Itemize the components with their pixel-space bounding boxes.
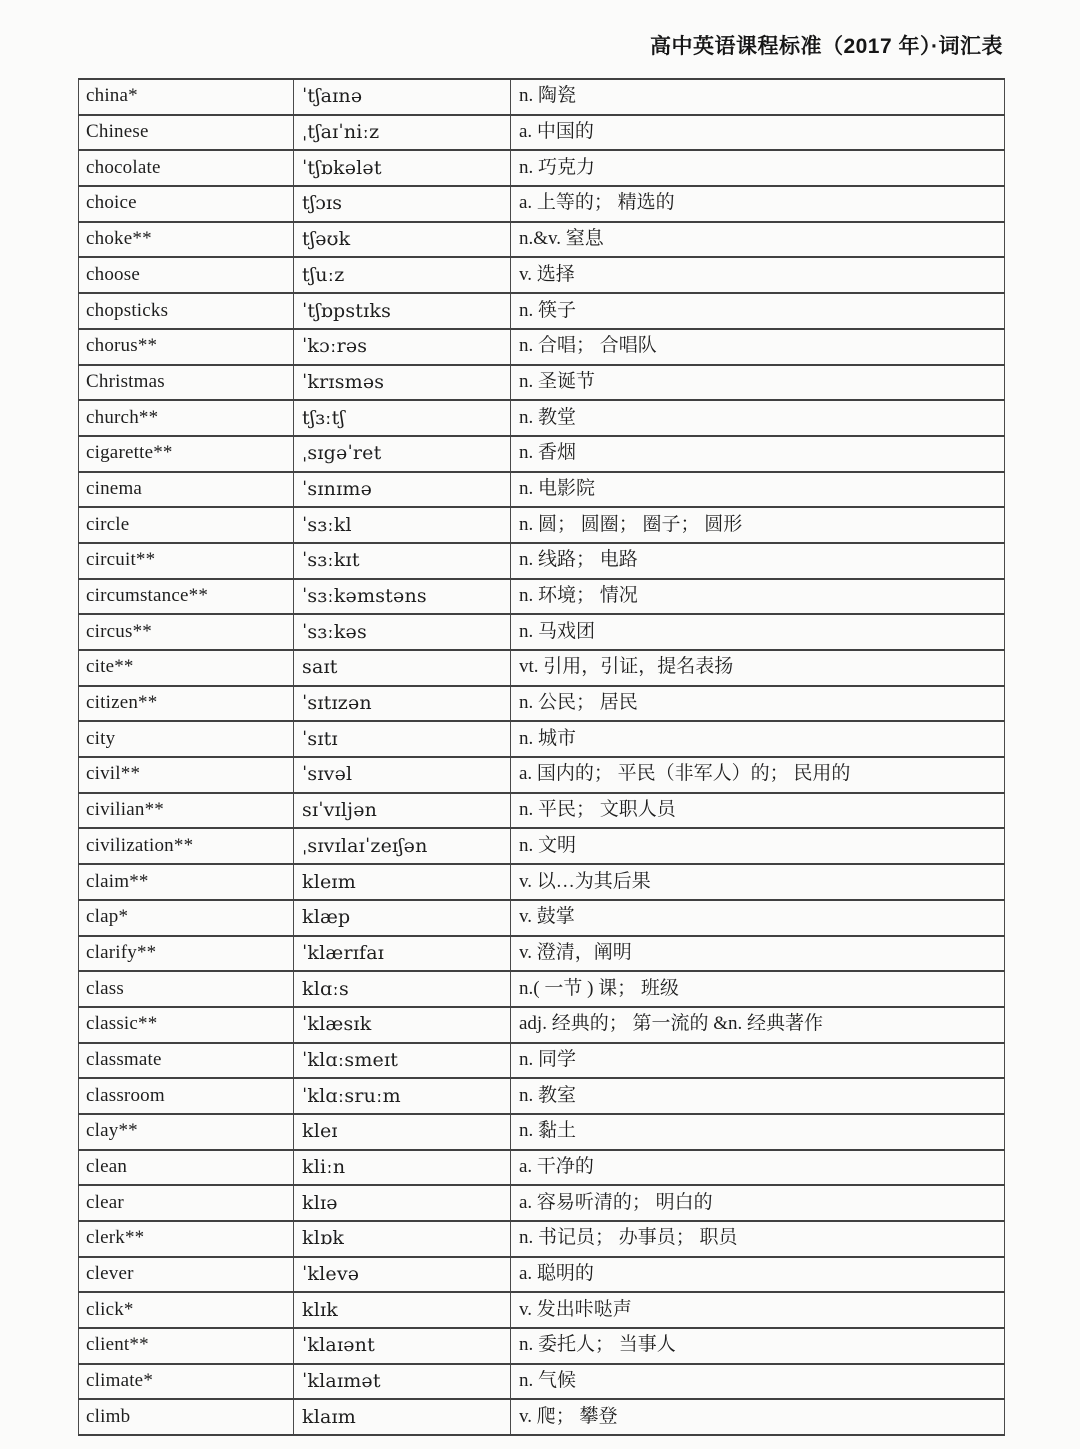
- meaning-cell: v. 爬； 攀登: [511, 1399, 1005, 1435]
- table-row: [79, 757, 1005, 793]
- word-cell: clerk**: [79, 1221, 294, 1257]
- phonetic-cell: ˈtʃaɪnə: [294, 79, 511, 115]
- table-row: [79, 1007, 1005, 1043]
- meaning-cell: n. 陶瓷: [511, 79, 1005, 115]
- word-cell: circumstance**: [79, 579, 294, 615]
- word-cell: clap*: [79, 900, 294, 936]
- word-cell: citizen**: [79, 686, 294, 722]
- phonetic-cell: ˌsɪgəˈret: [294, 436, 511, 472]
- meaning-cell: n. 公民； 居民: [511, 686, 1005, 722]
- word-cell: choice: [79, 186, 294, 222]
- meaning-cell: n. 合唱； 合唱队: [511, 329, 1005, 365]
- phonetic-cell: ˈsɪtɪzən: [294, 686, 511, 722]
- table-row: [79, 365, 1005, 401]
- phonetic-cell: sɪˈvɪljən: [294, 793, 511, 829]
- word-cell: choke**: [79, 222, 294, 258]
- phonetic-cell: ˈtʃɒpstɪks: [294, 293, 511, 329]
- word-cell: circuit**: [79, 543, 294, 579]
- table-row: [79, 115, 1005, 151]
- meaning-cell: n. 书记员； 办事员； 职员: [511, 1221, 1005, 1257]
- word-cell: Chinese: [79, 115, 294, 151]
- table-row: [79, 1114, 1005, 1150]
- word-cell: chopsticks: [79, 293, 294, 329]
- phonetic-cell: ˈklɑːsruːm: [294, 1078, 511, 1114]
- meaning-cell: v. 选择: [511, 257, 1005, 293]
- word-cell: cite**: [79, 650, 294, 686]
- word-cell: circus**: [79, 614, 294, 650]
- word-cell: civilization**: [79, 828, 294, 864]
- word-cell: class: [79, 971, 294, 1007]
- table-row: [79, 686, 1005, 722]
- vocabulary-table: [78, 78, 1005, 1436]
- meaning-cell: n. 平民； 文职人员: [511, 793, 1005, 829]
- table-row: [79, 793, 1005, 829]
- table-row: [79, 1257, 1005, 1293]
- table-row: [79, 1043, 1005, 1079]
- phonetic-cell: ˈsɪtɪ: [294, 721, 511, 757]
- meaning-cell: a. 聪明的: [511, 1257, 1005, 1293]
- table-row: [79, 1399, 1005, 1435]
- word-cell: civilian**: [79, 793, 294, 829]
- table-row: [79, 186, 1005, 222]
- word-cell: classic**: [79, 1007, 294, 1043]
- meaning-cell: n. 委托人； 当事人: [511, 1328, 1005, 1364]
- word-cell: clear: [79, 1185, 294, 1221]
- meaning-cell: n. 筷子: [511, 293, 1005, 329]
- phonetic-cell: ˈkrɪsməs: [294, 365, 511, 401]
- meaning-cell: n. 线路； 电路: [511, 543, 1005, 579]
- word-cell: client**: [79, 1328, 294, 1364]
- phonetic-cell: kliːn: [294, 1150, 511, 1186]
- vocab-table-body: [79, 79, 1005, 1435]
- table-row: [79, 543, 1005, 579]
- meaning-cell: a. 中国的: [511, 115, 1005, 151]
- phonetic-cell: ˈsɜːkl: [294, 507, 511, 543]
- meaning-cell: v. 澄清，阐明: [511, 936, 1005, 972]
- phonetic-cell: klɑːs: [294, 971, 511, 1007]
- meaning-cell: v. 以…为其后果: [511, 864, 1005, 900]
- table-row: [79, 650, 1005, 686]
- table-row: [79, 507, 1005, 543]
- phonetic-cell: ˈtʃɒkələt: [294, 150, 511, 186]
- table-row: [79, 936, 1005, 972]
- table-row: [79, 79, 1005, 115]
- phonetic-cell: tʃɜːtʃ: [294, 400, 511, 436]
- phonetic-cell: klɒk: [294, 1221, 511, 1257]
- table-row: [79, 1292, 1005, 1328]
- meaning-cell: a. 上等的； 精选的: [511, 186, 1005, 222]
- phonetic-cell: saɪt: [294, 650, 511, 686]
- phonetic-cell: ˈklevə: [294, 1257, 511, 1293]
- phonetic-cell: ˈsɜːkəmstəns: [294, 579, 511, 615]
- word-cell: clean: [79, 1150, 294, 1186]
- table-row: [79, 614, 1005, 650]
- meaning-cell: n. 同学: [511, 1043, 1005, 1079]
- meaning-cell: n. 文明: [511, 828, 1005, 864]
- word-cell: clarify**: [79, 936, 294, 972]
- table-row: [79, 828, 1005, 864]
- table-row: [79, 721, 1005, 757]
- word-cell: chorus**: [79, 329, 294, 365]
- phonetic-cell: ˈkɔːrəs: [294, 329, 511, 365]
- phonetic-cell: tʃɔɪs: [294, 186, 511, 222]
- word-cell: chocolate: [79, 150, 294, 186]
- table-row: [79, 1364, 1005, 1400]
- word-cell: claim**: [79, 864, 294, 900]
- word-cell: classmate: [79, 1043, 294, 1079]
- phonetic-cell: ˈsɪvəl: [294, 757, 511, 793]
- phonetic-cell: ˌtʃaɪˈniːz: [294, 115, 511, 151]
- meaning-cell: v. 发出咔哒声: [511, 1292, 1005, 1328]
- phonetic-cell: klaɪm: [294, 1399, 511, 1435]
- phonetic-cell: kleɪ: [294, 1114, 511, 1150]
- phonetic-cell: ˈklaɪənt: [294, 1328, 511, 1364]
- phonetic-cell: ˈsɪnɪmə: [294, 472, 511, 508]
- word-cell: climb: [79, 1399, 294, 1435]
- table-row: [79, 1328, 1005, 1364]
- table-row: [79, 971, 1005, 1007]
- word-cell: civil**: [79, 757, 294, 793]
- word-cell: cigarette**: [79, 436, 294, 472]
- table-row: [79, 1185, 1005, 1221]
- meaning-cell: a. 容易听清的； 明白的: [511, 1185, 1005, 1221]
- meaning-cell: n. 圣诞节: [511, 365, 1005, 401]
- table-row: [79, 436, 1005, 472]
- phonetic-cell: tʃuːz: [294, 257, 511, 293]
- table-row: [79, 222, 1005, 258]
- word-cell: click*: [79, 1292, 294, 1328]
- table-row: [79, 150, 1005, 186]
- table-row: [79, 1150, 1005, 1186]
- phonetic-cell: klɪə: [294, 1185, 511, 1221]
- word-cell: clever: [79, 1257, 294, 1293]
- phonetic-cell: ˈklaɪmət: [294, 1364, 511, 1400]
- phonetic-cell: ˌsɪvɪlaɪˈzeɪʃən: [294, 828, 511, 864]
- word-cell: cinema: [79, 472, 294, 508]
- meaning-cell: vt. 引用，引证，提名表扬: [511, 650, 1005, 686]
- phonetic-cell: klɪk: [294, 1292, 511, 1328]
- table-row: [79, 293, 1005, 329]
- word-cell: clay**: [79, 1114, 294, 1150]
- phonetic-cell: kleɪm: [294, 864, 511, 900]
- table-row: [79, 257, 1005, 293]
- word-cell: church**: [79, 400, 294, 436]
- word-cell: circle: [79, 507, 294, 543]
- word-cell: city: [79, 721, 294, 757]
- meaning-cell: a. 国内的； 平民（非军人）的； 民用的: [511, 757, 1005, 793]
- meaning-cell: n. 环境； 情况: [511, 579, 1005, 615]
- meaning-cell: n. 教堂: [511, 400, 1005, 436]
- meaning-cell: n. 黏土: [511, 1114, 1005, 1150]
- meaning-cell: n. 圆； 圆圈； 圈子； 圆形: [511, 507, 1005, 543]
- meaning-cell: n. 香烟: [511, 436, 1005, 472]
- meaning-cell: n.( 一节 ) 课； 班级: [511, 971, 1005, 1007]
- table-row: [79, 472, 1005, 508]
- meaning-cell: n. 城市: [511, 721, 1005, 757]
- meaning-cell: n. 教室: [511, 1078, 1005, 1114]
- page-title: 高中英语课程标准（2017 年）·词汇表: [649, 35, 1003, 58]
- meaning-cell: v. 鼓掌: [511, 900, 1005, 936]
- table-row: [79, 864, 1005, 900]
- phonetic-cell: ˈsɜːkəs: [294, 614, 511, 650]
- table-row: [79, 1221, 1005, 1257]
- phonetic-cell: ˈklɑːsmeɪt: [294, 1043, 511, 1079]
- phonetic-cell: ˈklæsɪk: [294, 1007, 511, 1043]
- meaning-cell: n. 马戏团: [511, 614, 1005, 650]
- meaning-cell: adj. 经典的； 第一流的 &n. 经典著作: [511, 1007, 1005, 1043]
- word-cell: Christmas: [79, 365, 294, 401]
- phonetic-cell: ˈsɜːkɪt: [294, 543, 511, 579]
- table-row: [79, 579, 1005, 615]
- table-row: [79, 1078, 1005, 1114]
- phonetic-cell: ˈklærɪfaɪ: [294, 936, 511, 972]
- word-cell: choose: [79, 257, 294, 293]
- word-cell: china*: [79, 79, 294, 115]
- meaning-cell: n. 巧克力: [511, 150, 1005, 186]
- table-row: [79, 329, 1005, 365]
- phonetic-cell: tʃəʊk: [294, 222, 511, 258]
- word-cell: classroom: [79, 1078, 294, 1114]
- phonetic-cell: klæp: [294, 900, 511, 936]
- table-row: [79, 400, 1005, 436]
- meaning-cell: n. 电影院: [511, 472, 1005, 508]
- meaning-cell: n.&v. 窒息: [511, 222, 1005, 258]
- meaning-cell: a. 干净的: [511, 1150, 1005, 1186]
- word-cell: climate*: [79, 1364, 294, 1400]
- table-row: [79, 900, 1005, 936]
- meaning-cell: n. 气候: [511, 1364, 1005, 1400]
